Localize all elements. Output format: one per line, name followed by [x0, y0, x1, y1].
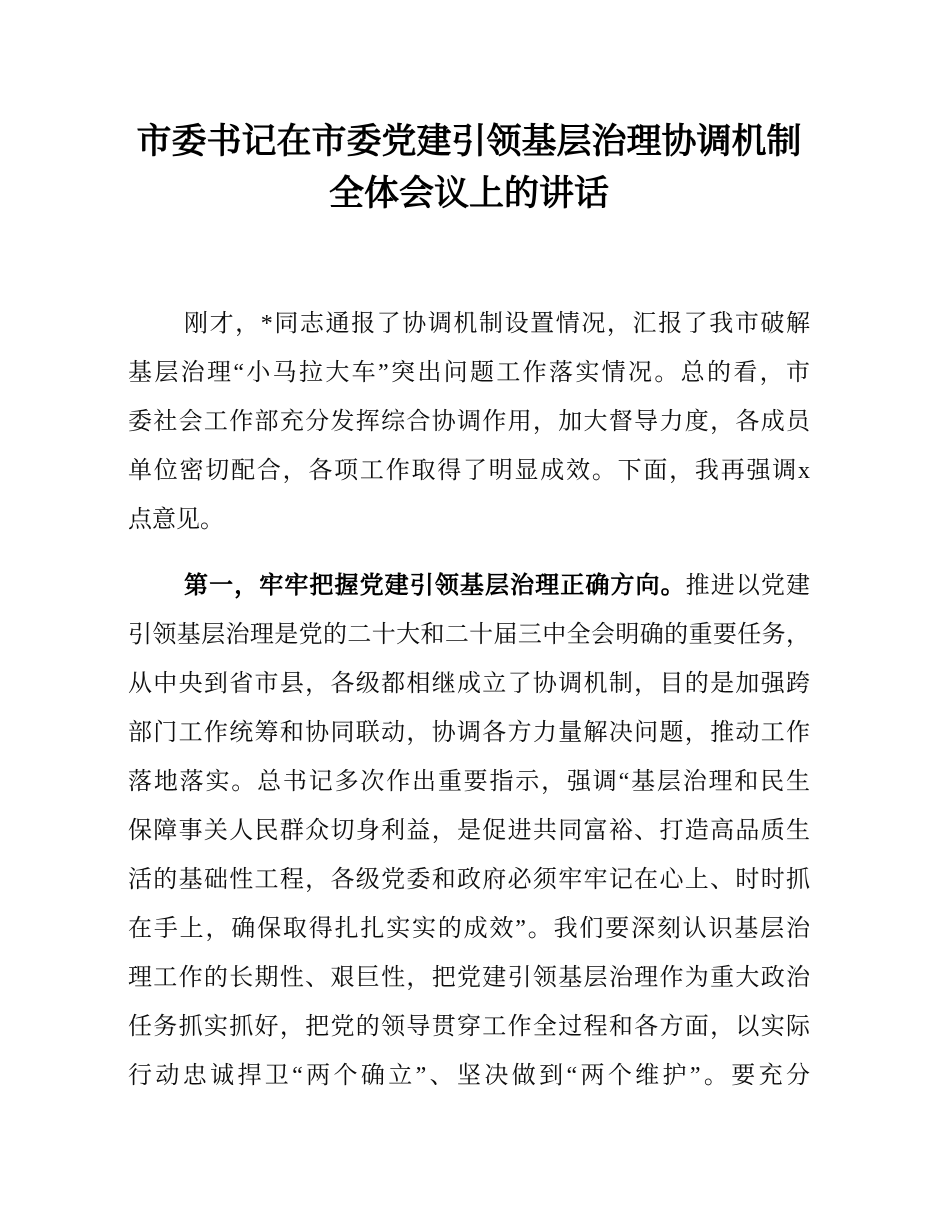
text-line: [128, 611, 810, 660]
bold-lead-text: 第一，牢牢把握党建引领基层治理正确方向。: [184, 572, 686, 599]
text-line: [128, 561, 810, 611]
text-line: [128, 709, 810, 758]
text-line: [128, 758, 810, 807]
document-title: [128, 116, 810, 220]
text-line: [128, 349, 810, 398]
text-line: [128, 856, 810, 905]
body-text: 委社会工作部充分发挥综合协调作用，加大督导力度，各成员: [128, 409, 810, 435]
text-line: [128, 905, 810, 954]
text-line: [128, 447, 810, 496]
body-text: 推进以党建: [685, 573, 811, 599]
body-text: 行动忠诚捍卫“两个确立”、坚决做到“两个维护”。要充分: [128, 1063, 810, 1089]
body-text: 基层治理“小马拉大车”突出问题工作落实情况。总的看，市: [128, 360, 810, 386]
body-text: 落地落实。总书记多次作出重要指示，强调“基层治理和民生: [128, 769, 810, 795]
text-line: [128, 807, 810, 856]
body-text: 点意见。: [128, 507, 224, 533]
text-line: [128, 398, 810, 447]
body-text: 引领基层治理是党的二十大和二十届三中全会明确的重要任务，: [128, 622, 810, 648]
paragraph-intro: [128, 300, 810, 545]
body-text: 保障事关人民群众切身利益，是促进共同富裕、打造高品质生: [128, 818, 810, 844]
text-line: [128, 1052, 810, 1101]
body-text: 理工作的长期性、艰巨性，把党建引领基层治理作为重大政治: [128, 965, 810, 991]
body-text: 单位密切配合，各项工作取得了明显成效。下面，我再强调x: [128, 458, 810, 484]
text-line: [128, 954, 810, 1003]
text-line: [128, 1003, 810, 1052]
body-text: 刚才，*同志通报了协调机制设置情况，汇报了我市破解: [184, 311, 810, 337]
title-line: 全体会议上的讲话: [328, 174, 609, 213]
title-line: 市委书记在市委党建引领基层治理协调机制: [136, 122, 802, 161]
body-text: 部门工作统筹和协同联动，协调各方力量解决问题，推动工作: [128, 720, 810, 746]
paragraph-point-one: [128, 561, 810, 1101]
body-text: 任务抓实抓好，把党的领导贯穿工作全过程和各方面，以实际: [128, 1014, 810, 1040]
text-line: [128, 496, 810, 545]
text-line: [128, 660, 810, 709]
document-body: [128, 300, 810, 1101]
body-text: 活的基础性工程，各级党委和政府必须牢牢记在心上、时时抓: [128, 867, 810, 893]
body-text: 在手上，确保取得扎扎实实的成效”。我们要深刻认识基层治: [128, 916, 810, 942]
body-text: 从中央到省市县，各级都相继成立了协调机制，目的是加强跨: [128, 671, 810, 697]
text-line: [128, 300, 810, 349]
